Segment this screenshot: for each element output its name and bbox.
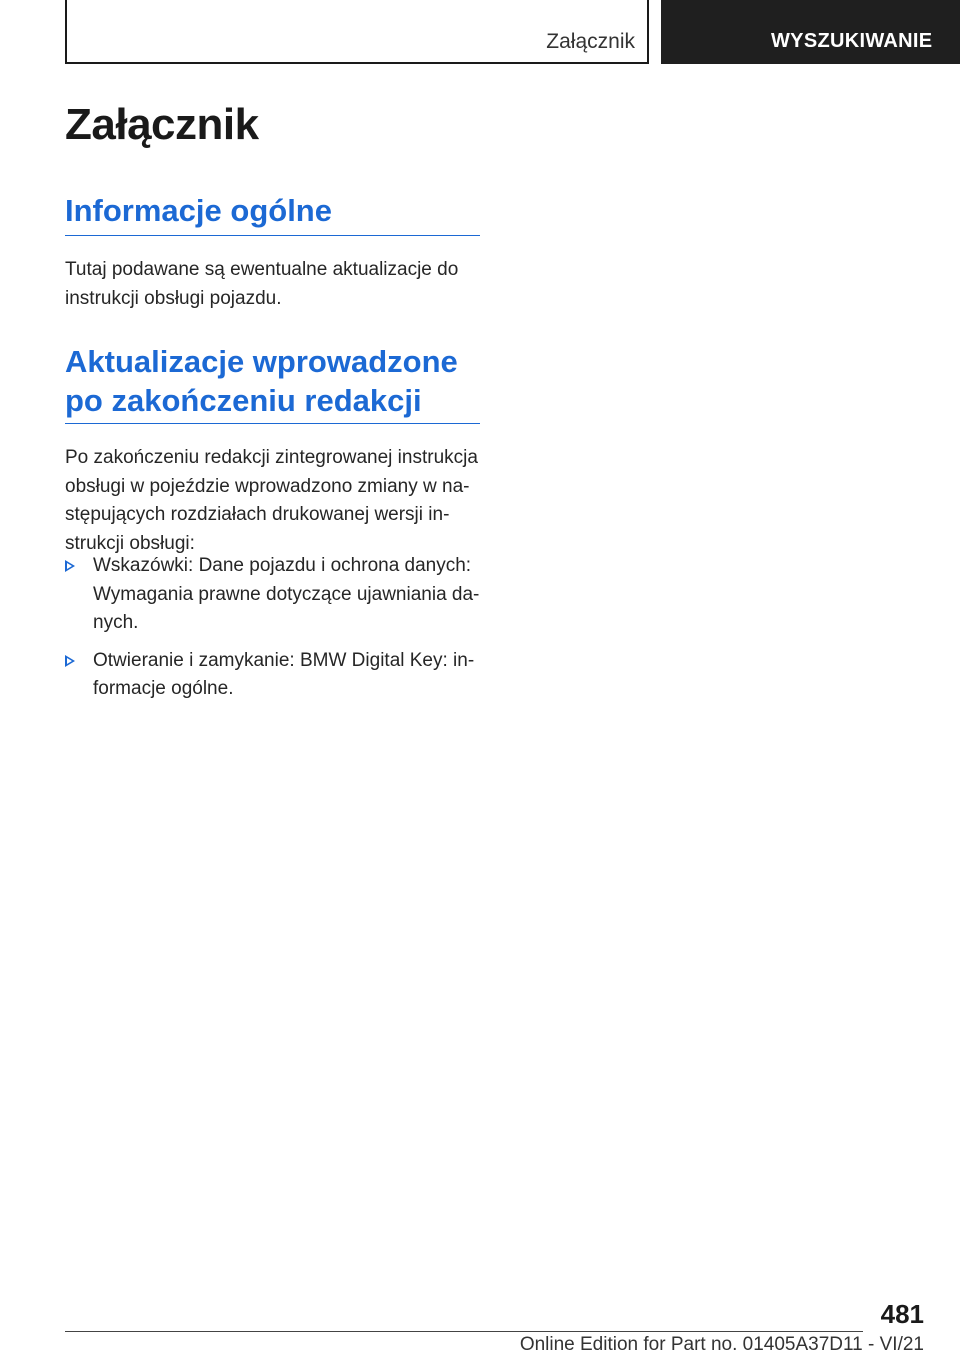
list-item [65,552,485,638]
footer-edition-text: Online Edition for Part no. 01405A37D11 - VI/21 [519,1334,924,1355]
section-heading-updates: Aktualizacje wprowadzone po zakończeniu redakcji [65,343,480,424]
list-item-text: Otwieranie i zamykanie: BMW Digital Key: informacje ogólne. [93,649,475,699]
triangle-bullet-icon [65,655,75,667]
list-item [65,647,485,704]
triangle-bullet-icon [65,560,75,572]
section-heading-general: Informacje ogólne [65,192,480,236]
list-item-text: Wskazówki: Dane pojazdu i ochrona danych: Wymagania prawne dotyczące ujawniania danych. [93,555,480,633]
updates-list [65,552,485,713]
section-paragraph-general: Tutaj podawane są ewentualne aktualizacje do instrukcji obsługi pojazdu. [65,259,459,309]
page-number: 481 [880,1299,924,1329]
footer-divider [65,1331,863,1332]
search-tab[interactable] [661,0,960,64]
search-tab-label: WYSZUKIWANIE [771,30,933,52]
page-title: Załącznik [65,100,259,149]
section-paragraph-updates: Po zakończeniu redakcji zintegrowanej instrukcja obsługi w pojeździe wprowadzono zmiany w następujących rozdziałach drukowanej wersji instrukcji obsługi: [65,447,478,554]
section-tab[interactable] [65,0,649,64]
section-tab-label: Załącznik [546,30,635,53]
